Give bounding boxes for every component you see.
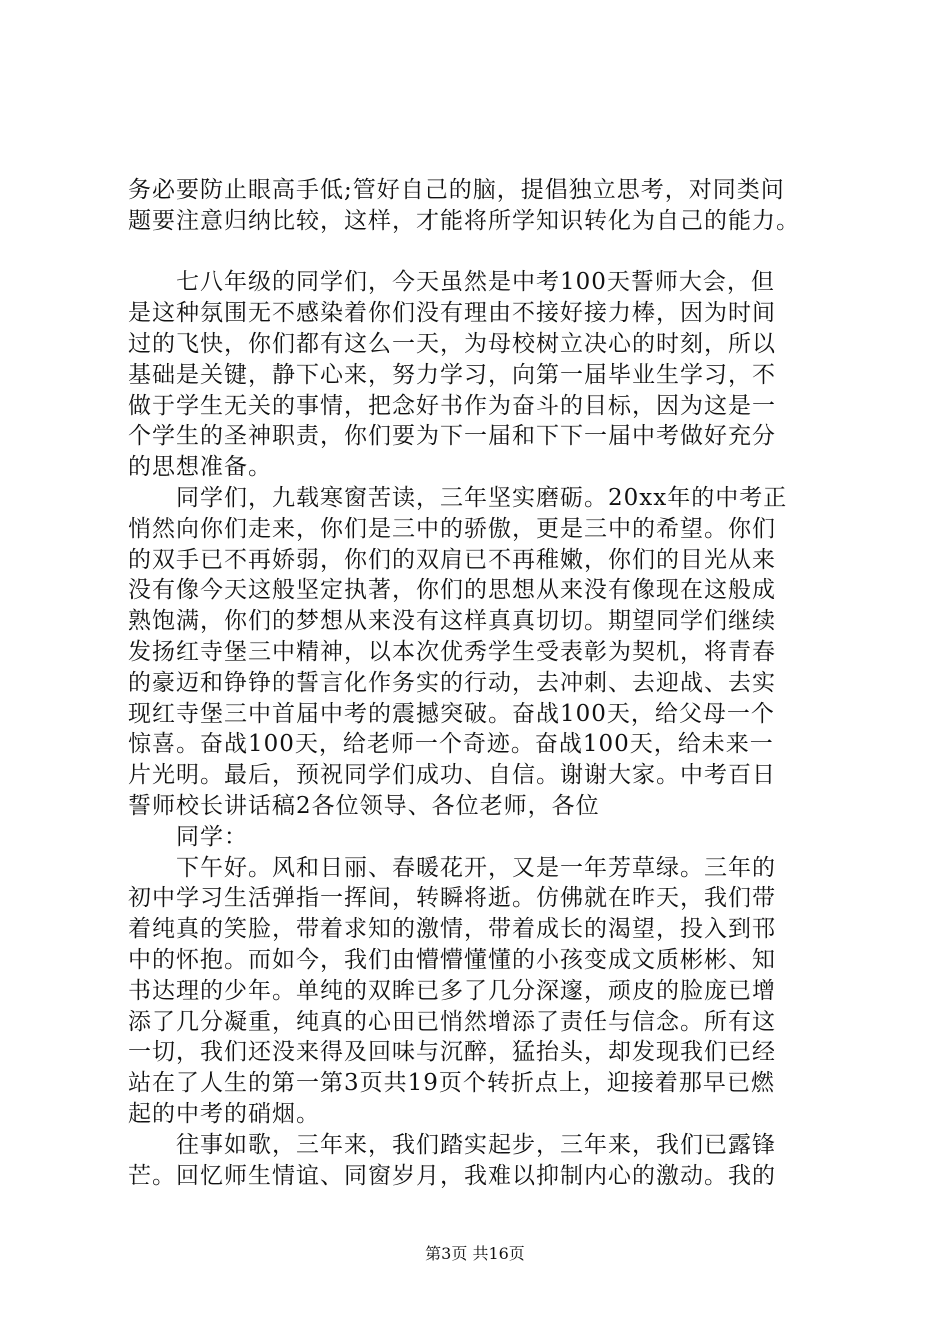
text-line: 是这种氛围无不感染着你们没有理由不接好接力棒，因为时间 xyxy=(128,300,776,327)
text-line: 芒。回忆师生情谊、同窗岁月，我难以抑制内心的激动。我的 xyxy=(128,1162,776,1189)
text-line: 的豪迈和铮铮的誓言化作务实的行动，去冲刺、去迎战、去实 xyxy=(128,669,776,696)
text-line: 添了几分凝重，纯真的心田已悄然增添了责任与信念。所有这 xyxy=(128,1008,776,1035)
text-line: 书达理的少年。单纯的双眸已多了几分深邃，顽皮的脸庞已增 xyxy=(128,977,776,1004)
text-line: 一切，我们还没来得及回味与沉醉，猛抬头，却发现我们已经 xyxy=(128,1039,776,1066)
text-line: 着纯真的笑脸，带着求知的激情，带着成长的渴望，投入到邗 xyxy=(128,916,776,943)
text-line: 中的怀抱。而如今，我们由懵懵懂懂的小孩变成文质彬彬、知 xyxy=(128,946,776,973)
text-line: 誓师校长讲话稿2各位领导、各位老师，各位 xyxy=(128,792,600,819)
text-line: 七八年级的同学们，今天虽然是中考100天誓师大会，但 xyxy=(176,269,775,296)
text-line: 没有像今天这般坚定执著，你们的思想从来没有像现在这般成 xyxy=(128,577,776,604)
text-line: 站在了人生的第一第3页共19页个转折点上，迎接着那早已燃 xyxy=(128,1070,775,1097)
text-line: 惊喜。奋战100天，给老师一个奇迹。奋战100天，给未来一 xyxy=(128,731,774,758)
text-line: 片光明。最后，预祝同学们成功、自信。谢谢大家。中考百日 xyxy=(128,762,776,789)
text-line: 同学们，九载寒窗苦读，三年坚实磨砺。20xx年的中考正 xyxy=(176,484,788,511)
text-line: 发扬红寺堡三中精神，以本次优秀学生受表彰为契机，将青春 xyxy=(128,638,776,665)
text-line: 初中学习生活弹指一挥间，转瞬将逝。仿佛就在昨天，我们带 xyxy=(128,885,776,912)
text-line: 题要注意归纳比较，这样，才能将所学知识转化为自己的能力。 xyxy=(128,207,800,234)
text-line: 往事如歌，三年来，我们踏实起步，三年来，我们已露锋 xyxy=(176,1131,776,1158)
text-line: 基础是关键，静下心来，努力学习，向第一届毕业生学习，不 xyxy=(128,361,776,388)
text-line: 的思想准备。 xyxy=(128,454,272,481)
text-line: 同学： xyxy=(176,823,248,850)
text-line: 过的飞快，你们都有这么一天，为母校树立决心的时刻，所以 xyxy=(128,330,776,357)
text-line: 下午好。风和日丽、春暖花开，又是一年芳草绿。三年的 xyxy=(176,854,776,881)
text-line: 起的中考的硝烟。 xyxy=(128,1100,320,1127)
text-line: 务必要防止眼高手低;管好自己的脑，提倡独立思考，对同类问 xyxy=(128,177,785,203)
text-line: 现红寺堡三中首届中考的震撼突破。奋战100天，给父母一个 xyxy=(128,700,775,727)
page-footer: 第3页 共16页 xyxy=(425,1244,525,1263)
text-line: 熟饱满，你们的梦想从来没有这样真真切切。期望同学们继续 xyxy=(128,608,776,635)
text-line: 个学生的圣神职责，你们要为下一届和下下一届中考做好充分 xyxy=(128,423,776,450)
text-line: 的双手已不再娇弱，你们的双肩已不再稚嫩，你们的目光从来 xyxy=(128,546,776,573)
text-line: 做于学生无关的事情，把念好书作为奋斗的目标，因为这是一 xyxy=(128,392,776,419)
text-line: 悄然向你们走来，你们是三中的骄傲，更是三中的希望。你们 xyxy=(128,515,776,542)
document-body xyxy=(128,175,840,1191)
